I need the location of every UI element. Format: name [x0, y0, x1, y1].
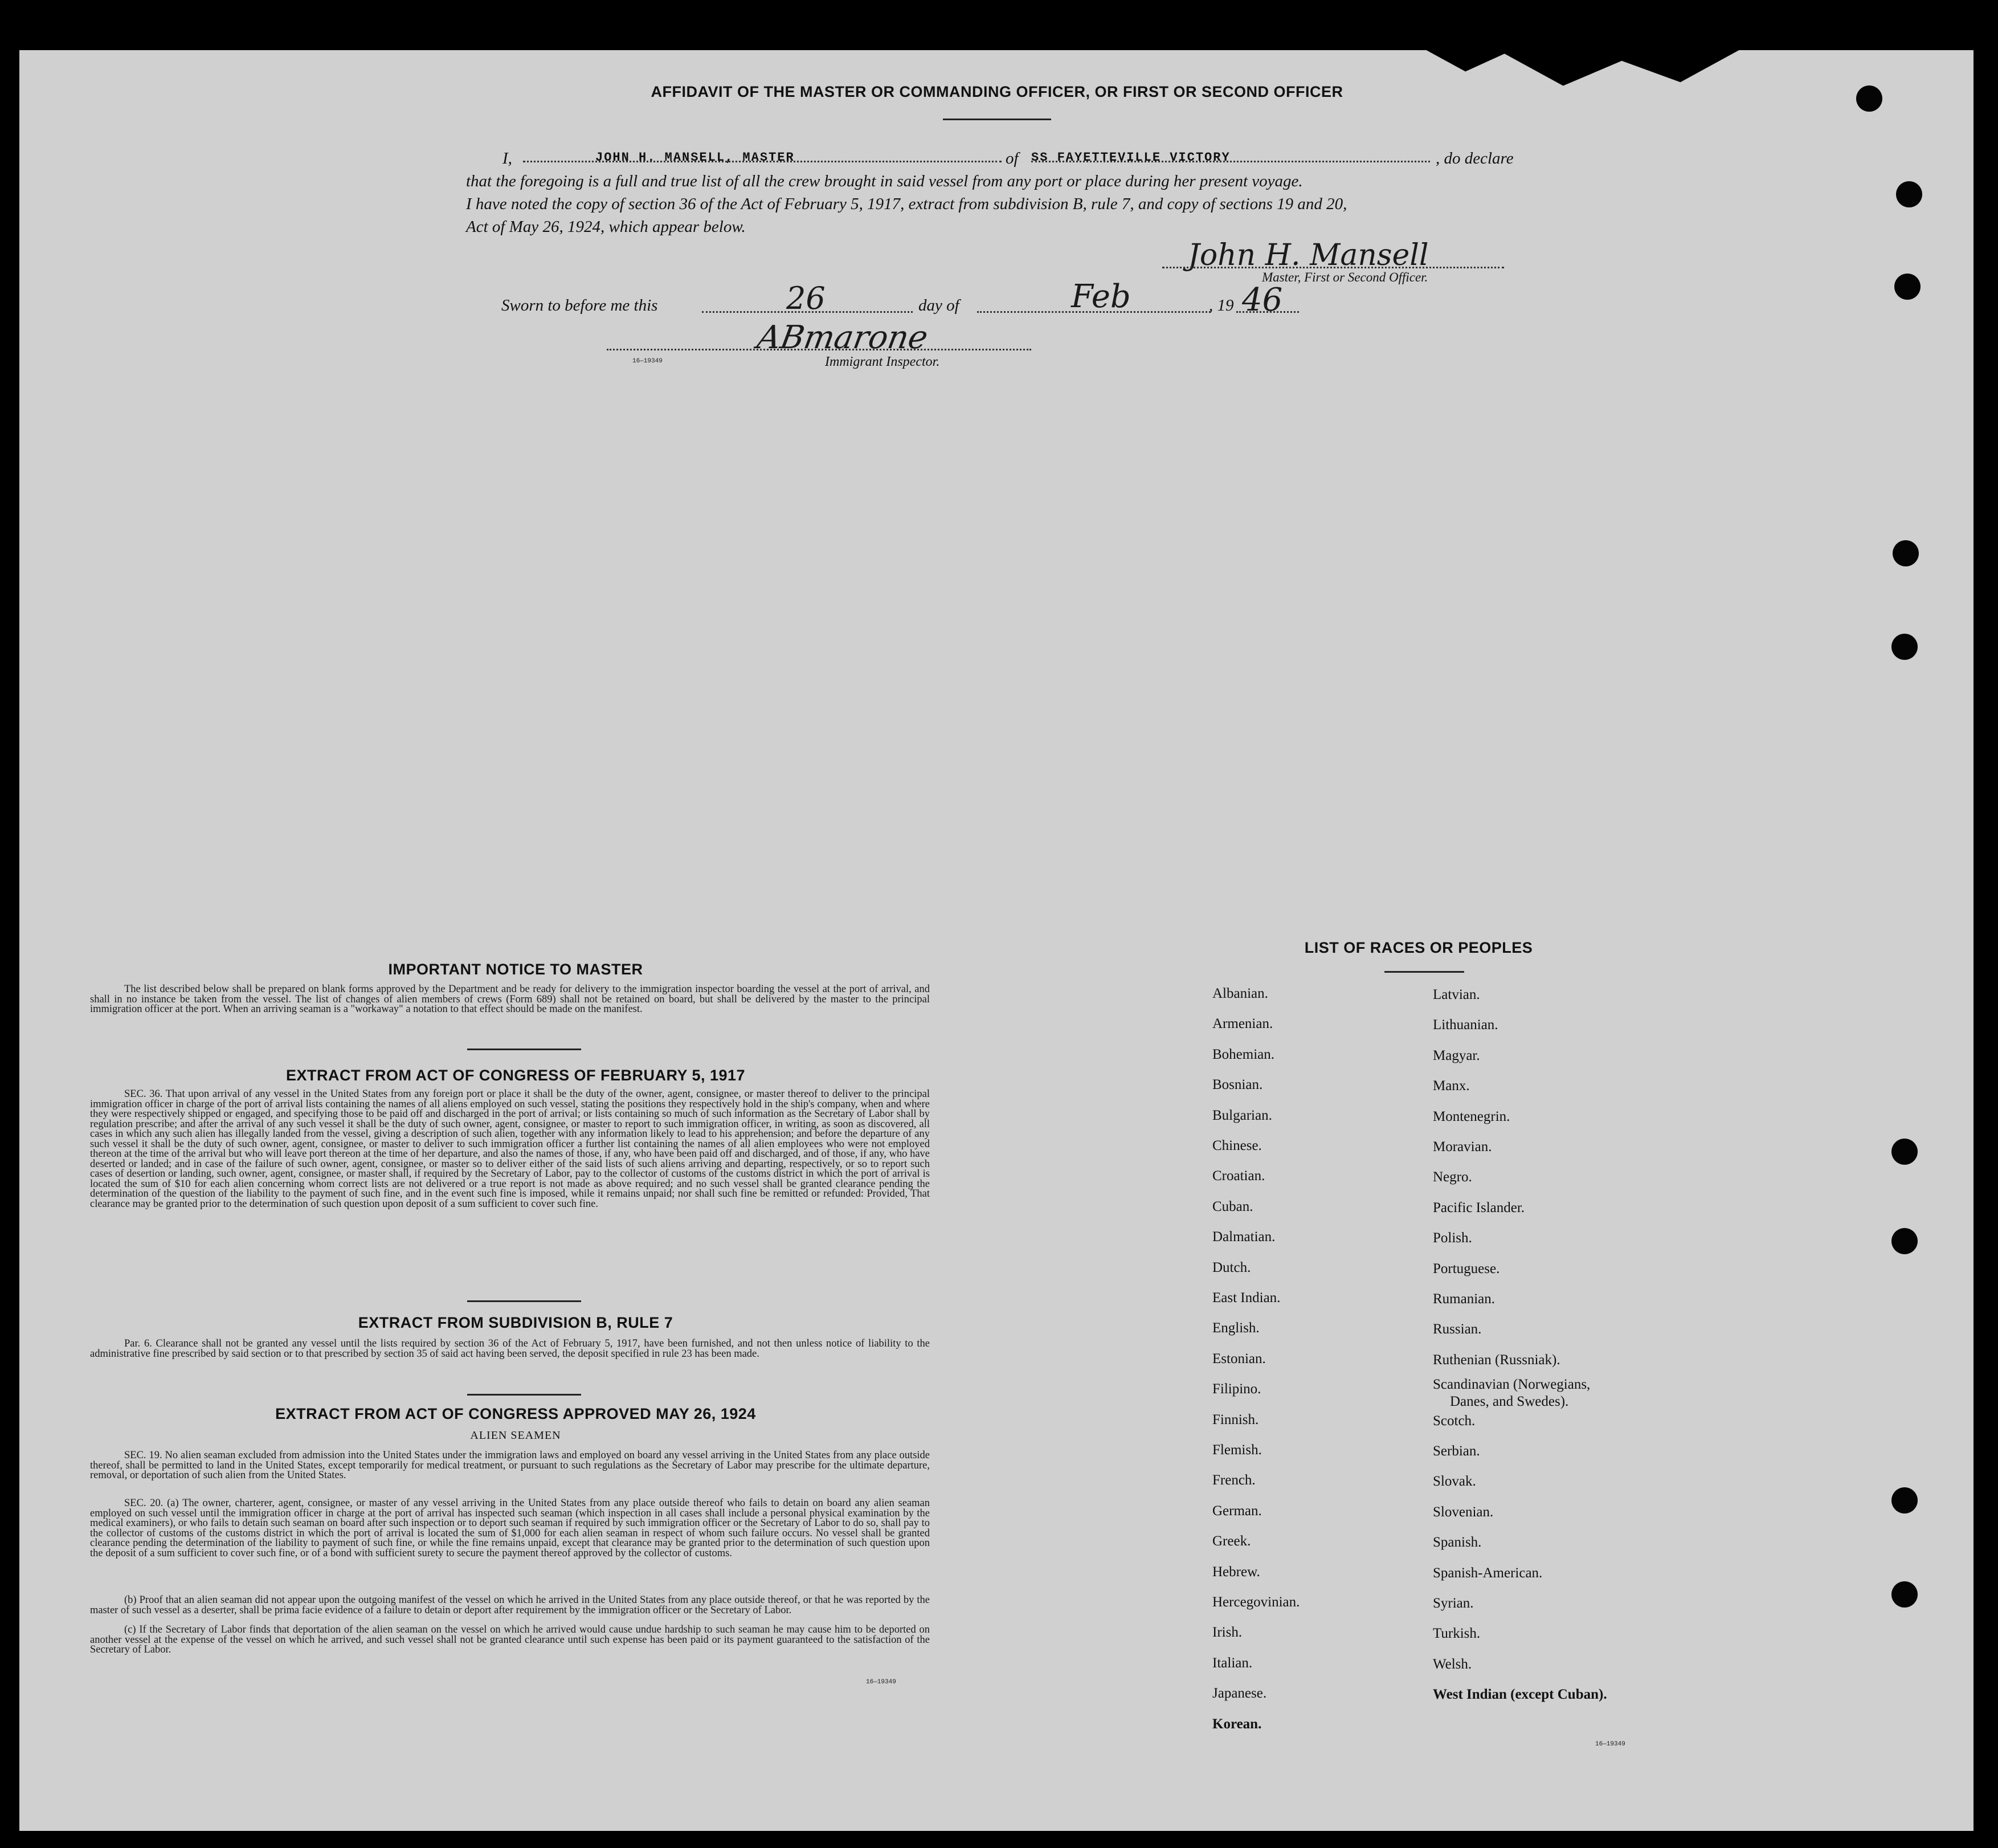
- divider: [1384, 971, 1464, 973]
- race-item: Ruthenian (Russniak).: [1433, 1352, 1560, 1368]
- race-item: Chinese.: [1212, 1138, 1262, 1153]
- extract-1917-body: SEC. 36. That upon arrival of any vessel in the United States from any foreign port or place it shall be the duty of the owner, agent, consignee, or master thereof to deliver to the principal immigration officer in charge of the port of arrival lists containing the names of all aliens employed on such vessel, stating the positions they respectively hold in the ship's company, when and where they were respectively shipped or engaged, and specifying those to be paid off and discharged in the port of arrival; or lists containing so much of such information as the Secretary of Labor shall by regulation prescribe; and after the arrival of any such vessel it shall be the duty of such owner, agent, consignee, or master to report to such immigration officer, in writing, as soon as discovered, all cases in which any such alien has illegally landed from the vessel, giving a description of such alien, together with any information likely to lead to his apprehension; and before the departure of any such vessel it shall be the duty of such owner, agent, consignee, or master to deliver to such immigration officer a further list containing the names of all alien employees who were not employed thereon at the time of the arrival but who will leave port thereon at the time of her departure, and also the names of those, if any, who have been paid off and discharged, and of those, if any, who have deserted or landed; and in case of the failure of such owner, agent, consignee, or master so to deliver either of the said lists of such aliens arriving and departing, respectively, or so to report such cases of desertion or landing, such owner, agent, consignee, or master shall, if required by the Secretary of Labor, pay to the collector of customs of the customs district in which the port of arrival is located the sum of $10 for each alien concerning whom correct lists are not delivered or a true report is not made as above required; and no such vessel shall be granted clearance pending the determination of the question of the liability to the payment of such fine, and in the event such fine is imposed, while it remains unpaid; nor shall such fine be remitted or refunded: Provided, That clearance may be granted prior to the determination of such question upon deposit of a sum sufficient to cover such fine.: [90, 1088, 930, 1210]
- inspector-signature-line: [607, 349, 1031, 350]
- race-item: Danes, and Swedes).: [1450, 1394, 1569, 1410]
- race-item: Portuguese.: [1433, 1260, 1500, 1276]
- sworn-year-value: 46: [1242, 282, 1283, 319]
- race-item: Hebrew.: [1212, 1564, 1260, 1580]
- race-item: Magyar.: [1433, 1047, 1480, 1063]
- race-item: French.: [1212, 1472, 1256, 1488]
- year-prefix: , 19: [1209, 296, 1234, 315]
- race-item: Pacific Islander.: [1433, 1200, 1525, 1215]
- divider: [467, 1049, 581, 1050]
- inspector-signature: ABmarone: [754, 319, 931, 356]
- extract-1924-title: EXTRACT FROM ACT OF CONGRESS APPROVED MAY 26, 1924: [275, 1405, 756, 1422]
- race-item: Slovak.: [1433, 1474, 1476, 1490]
- race-item: Italian.: [1212, 1655, 1253, 1671]
- race-item: Hercegovinian.: [1212, 1594, 1300, 1610]
- extract-1924-subtitle: ALIEN SEAMEN: [470, 1429, 561, 1442]
- race-item: East Indian.: [1212, 1290, 1281, 1306]
- race-item: Flemish.: [1212, 1442, 1262, 1458]
- form-number: 16—19349: [632, 358, 663, 365]
- race-item: Dalmatian.: [1212, 1229, 1276, 1245]
- race-item: Spanish.: [1433, 1535, 1482, 1551]
- extract-1924-sec-20b: (b) Proof that an alien seaman did not appear upon the outgoing manifest of the vessel on which he arrived in the United States from any place outside thereof, or that he was reported by the master of such vessel as a deserter, shall be prima facie evidence of a failure to detain or deport after requirement by the immigration officer or the Secretary of Labor.: [90, 1594, 930, 1616]
- race-item: Bohemian.: [1212, 1046, 1275, 1062]
- form-sheet: [19, 50, 1974, 1831]
- race-item: Slovenian.: [1433, 1504, 1494, 1520]
- declaration-of: of: [1006, 149, 1019, 168]
- race-item: Latvian.: [1433, 987, 1480, 1002]
- race-item: Turkish.: [1433, 1626, 1481, 1642]
- race-item: Cuban.: [1212, 1198, 1253, 1214]
- declaration-line-2: that the foregoing is a full and true list of all the crew brought in said vessel from any port or place during her present voyage.: [466, 172, 1303, 190]
- rule-7-body: Par. 6. Clearance shall not be granted any vessel until the lists required by section 36 of the Act of February 5, 1917, have been furnished, and not then unless notice of liability to the administrative fine prescribed by said section or to that prescribed by section 35 of said act having been served, the deposit specified in rule 23 has been made.: [90, 1338, 930, 1360]
- punch-hole: [1893, 540, 1919, 566]
- race-item: West Indian (except Cuban).: [1433, 1687, 1607, 1703]
- declaration-do-declare: , do declare: [1436, 149, 1514, 168]
- punch-hole: [1856, 85, 1882, 112]
- affidavit-title: AFFIDAVIT OF THE MASTER OR COMMANDING OFFICER, OR FIRST OR SECOND OFFICER: [651, 83, 1343, 100]
- form-number: 16—19349: [1595, 1741, 1625, 1748]
- declaration-i: I,: [502, 149, 512, 168]
- punch-hole: [1891, 1139, 1918, 1165]
- divider: [467, 1394, 581, 1396]
- race-item: Scandinavian (Norwegians,: [1433, 1377, 1591, 1393]
- race-item: Lithuanian.: [1433, 1017, 1498, 1033]
- race-item: Greek.: [1212, 1533, 1251, 1549]
- master-name-value: JOHN H. MANSELL, MASTER: [595, 150, 795, 165]
- race-item: Armenian.: [1212, 1016, 1273, 1032]
- race-item: Bulgarian.: [1212, 1107, 1272, 1123]
- races-title: LIST OF RACES OR PEOPLES: [1304, 939, 1533, 956]
- race-item: Korean.: [1212, 1716, 1262, 1732]
- form-number: 16—19349: [866, 1679, 896, 1686]
- punch-hole: [1891, 1487, 1918, 1514]
- master-signature-caption: Master, First or Second Officer.: [1262, 270, 1428, 284]
- punch-hole: [1891, 634, 1918, 660]
- race-item: Serbian.: [1433, 1443, 1480, 1459]
- race-item: Welsh.: [1433, 1656, 1472, 1672]
- race-item: Filipino.: [1212, 1381, 1261, 1397]
- declaration-line-4: Act of May 26, 1924, which appear below.: [466, 218, 746, 236]
- vessel-name-value: SS FAYETTEVILLE VICTORY: [1031, 150, 1231, 165]
- master-signature-line: [1162, 267, 1504, 268]
- sworn-day-value: 26: [786, 280, 826, 316]
- race-item: Croatian.: [1212, 1168, 1265, 1184]
- race-item: Dutch.: [1212, 1259, 1251, 1275]
- punch-hole: [1896, 181, 1922, 207]
- inspector-caption: Immigrant Inspector.: [825, 354, 940, 369]
- notice-title: IMPORTANT NOTICE TO MASTER: [388, 961, 643, 978]
- race-item: Polish.: [1433, 1230, 1472, 1246]
- day-of-label: day of: [918, 296, 959, 315]
- notice-body: The list described below shall be prepared on blank forms approved by the Department and be ready for delivery to the immigration inspector boarding the vessel at the port of arrival, and shall in no instance be taken from the vessel. The list of changes of alien members of crews (Form 689) shall not be retained on board, but shall be delivered by the master to the principal immigration officer at the port. When an arriving seaman is a "workaway" a notation to that effect should be made on the manifest.: [90, 984, 930, 1015]
- divider: [943, 119, 1051, 120]
- master-signature: John H. Mansell: [1188, 238, 1429, 272]
- race-item: Scotch.: [1433, 1413, 1476, 1429]
- race-item: Montenegrin.: [1433, 1108, 1510, 1124]
- race-item: Estonian.: [1212, 1351, 1266, 1366]
- sworn-month-value: Feb: [1071, 278, 1131, 315]
- race-item: English.: [1212, 1320, 1260, 1336]
- race-item: Moravian.: [1433, 1139, 1492, 1155]
- sworn-label: Sworn to before me this: [501, 296, 658, 315]
- punch-hole: [1891, 1581, 1918, 1608]
- rule-7-title: EXTRACT FROM SUBDIVISION B, RULE 7: [358, 1314, 673, 1331]
- race-item: Irish.: [1212, 1625, 1243, 1641]
- divider: [467, 1300, 581, 1302]
- race-item: Rumanian.: [1433, 1291, 1496, 1307]
- race-item: Syrian.: [1433, 1596, 1474, 1611]
- race-item: Russian.: [1433, 1321, 1482, 1337]
- declaration-line-3: I have noted the copy of section 36 of the Act of February 5, 1917, extract from subdivision B, rule 7, and copy of sections 19 and 20,: [466, 195, 1347, 213]
- extract-1917-title: EXTRACT FROM ACT OF CONGRESS OF FEBRUARY 5, 1917: [285, 1067, 746, 1084]
- race-item: Spanish-American.: [1433, 1565, 1543, 1581]
- extract-1924-sec-20a: SEC. 20. (a) The owner, charterer, agent, consignee, or master of any vessel arriving in the United States from any place outside thereof who fails to detain on board any alien seaman employed on such vessel until the immigration officer in charge at the port of arrival has inspected such seaman (which inspection in all cases shall include a personal physical examination by the medical examiners), or who fails to detain such seaman on board after such inspection or to deport such seaman if required by such immigration officer or the Secretary of Labor to do so, shall pay to the collector of customs of the customs district in which the port of arrival is located the sum of $1,000 for each alien seaman in respect of whom such failure occurs. No vessel shall be granted clearance pending the determination of the liability to payment of such fine, or while the fine remains unpaid, except that clearance may be granted prior to the determination of such question upon the deposit of a sum sufficient to cover such fine, or of a bond with sufficient surety to secure the payment thereof approved by the collector of customs.: [90, 1498, 930, 1559]
- race-item: Finnish.: [1212, 1412, 1259, 1427]
- race-item: Bosnian.: [1212, 1077, 1263, 1093]
- race-item: Negro.: [1433, 1169, 1472, 1185]
- extract-1924-sec-20c: (c) If the Secretary of Labor finds that deportation of the alien seaman on the vessel on which he arrived would cause undue hardship to such seaman he may cause him to be deported on another vessel at the expense of the vessel on which he arrived, and such vessel shall not be granted clearance until such expense has been paid or its payment guaranteed to the satisfaction of the Secretary of Labor.: [90, 1624, 930, 1655]
- punch-hole: [1891, 1228, 1918, 1254]
- race-item: Albanian.: [1212, 986, 1268, 1001]
- race-item: German.: [1212, 1503, 1262, 1519]
- race-item: Manx.: [1433, 1078, 1470, 1094]
- punch-hole: [1894, 274, 1921, 300]
- extract-1924-sec-19: SEC. 19. No alien seaman excluded from admission into the United States under the immigration laws and employed on board any vessel arriving in the United States from any place outside thereof, shall be permitted to land in the United States, except temporarily for medical treatment, or pursuant to such regulations as the Secretary of Labor may prescribe for the ultimate departure, removal, or deportation of such alien from the United States.: [90, 1450, 930, 1481]
- race-item: Japanese.: [1212, 1686, 1267, 1702]
